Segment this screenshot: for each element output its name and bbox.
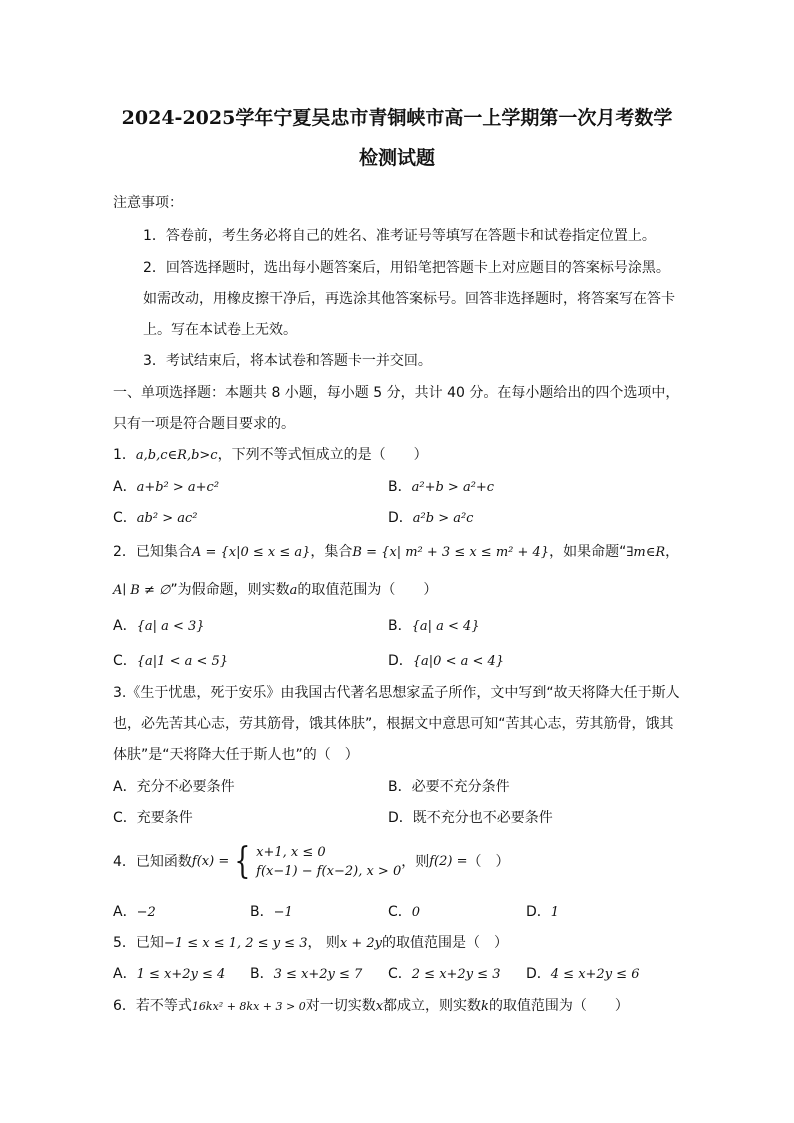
- option-math: 3 ≤ x+2y ≤ 7: [273, 967, 363, 982]
- question-text: 4．已知函数: [113, 854, 192, 870]
- variable-math: k: [481, 999, 489, 1014]
- option-label: B．: [250, 966, 274, 982]
- option-label: A．: [113, 618, 137, 634]
- q1-option-b[interactable]: [388, 478, 494, 497]
- page-title: 2024-2025学年宁夏吴忠市青铜峡市高一上学期第一次月考数学: [121, 107, 673, 129]
- q4-option-a[interactable]: [113, 903, 156, 922]
- page-title-line2: 检测试题: [358, 147, 435, 169]
- question-4: [113, 842, 510, 882]
- option-label: A．: [113, 479, 137, 495]
- option-math: 2 ≤ x+2y ≤ 3: [411, 967, 501, 982]
- section-heading-cont: 只有一项是符合题目要求的。: [113, 416, 295, 432]
- option-math: 0: [411, 905, 421, 920]
- question-text: 2．已知集合: [113, 544, 192, 560]
- question-text: 的取值范围为（ ）: [488, 998, 629, 1014]
- question-6: [113, 997, 629, 1016]
- inequality-math: 16kx² + 8kx + 3 > 0: [191, 1000, 306, 1013]
- option-math: {a| a < 3}: [136, 619, 205, 634]
- q2-option-a[interactable]: [113, 617, 205, 636]
- q1-option-d[interactable]: [388, 509, 473, 528]
- q5-option-d[interactable]: [526, 965, 639, 984]
- question-text: 6．若不等式: [113, 998, 192, 1014]
- option-label: C．: [388, 966, 412, 982]
- question-text: 都成立，则实数: [383, 998, 482, 1014]
- option-label: C．: [113, 510, 137, 526]
- option-label: D．: [526, 966, 551, 982]
- option-math: a+b² > a+c²: [136, 480, 220, 495]
- variable-math: a: [289, 583, 298, 598]
- q1-option-a[interactable]: [113, 478, 219, 497]
- left-brace-icon: {: [234, 841, 251, 882]
- piecewise-case-1: x+1, x ≤ 0: [256, 845, 326, 860]
- q3-option-c[interactable]: C．充要条件: [113, 810, 193, 826]
- notice-item-2: 2．回答选择题时，选出每小题答案后，用铅笔把答题卡上对应题目的答案标号涂黑。: [143, 260, 670, 276]
- q5-option-c[interactable]: [388, 965, 500, 984]
- question-number: 1．: [113, 447, 136, 463]
- question-text: ，下列不等式恒成立的是（ ）: [217, 447, 428, 463]
- question-math: a,b,c∈R,b>c: [135, 448, 218, 463]
- question-2: [113, 543, 679, 562]
- option-math: a²b > a²c: [412, 511, 474, 526]
- q2-option-c[interactable]: [113, 652, 228, 671]
- question-text: 对一切实数: [305, 998, 376, 1014]
- option-label: B．: [250, 904, 274, 920]
- q5-option-b[interactable]: [250, 965, 362, 984]
- option-math: −1: [273, 905, 293, 920]
- question-3: 3.《生于忧患，死于安乐》由我国古代著名思想家孟子所作，文中写到“故天将降大任于斯人: [113, 685, 680, 701]
- question-text: （ ）: [467, 854, 510, 870]
- notice-item-2-cont: 如需改动，用橡皮擦干净后，再选涂其他答案标号。回答非选择题时，将答案写在答卡: [143, 291, 675, 307]
- option-math: 4 ≤ x+2y ≤ 6: [550, 967, 640, 982]
- notice-item-2-end: 上。写在本试卷上无效。: [143, 322, 297, 338]
- q2-option-d[interactable]: [388, 652, 504, 671]
- option-math: −2: [136, 905, 156, 920]
- question-text: 的取值范围为（ ）: [297, 582, 438, 598]
- function-math: f(x) =: [191, 854, 230, 869]
- constraint-math: −1 ≤ x ≤ 1, 2 ≤ y ≤ 3: [163, 936, 308, 951]
- option-label: D．: [388, 653, 413, 669]
- q2-option-b[interactable]: [388, 617, 480, 636]
- option-label: D．: [388, 510, 413, 526]
- set-a-math: A = {x|0 ≤ x ≤ a}: [191, 545, 311, 560]
- quantifier-math: ∃m∈R: [626, 545, 666, 560]
- intersection-math: A∣ B ≠ ∅: [113, 583, 171, 598]
- question-text: ， 则: [307, 935, 340, 951]
- variable-math: x: [375, 999, 384, 1014]
- option-math: {a| a < 4}: [411, 619, 480, 634]
- piecewise-cases: [256, 843, 401, 881]
- piecewise-case-2: f(x−1) − f(x−2), x > 0: [256, 864, 402, 879]
- notice-item-3: 3．考试结束后，将本试卷和答题卡一并交回。: [143, 353, 432, 369]
- question-3-end: 体肤”是“天将降大任于斯人也”的（ ）: [113, 747, 359, 763]
- question-2-cont: [113, 581, 437, 600]
- section-heading: 一、单项选择题：本题共 8 小题，每小题 5 分，共计 40 分。在每小题给出的四个选项中，: [113, 385, 680, 401]
- q3-option-b[interactable]: B．必要不充分条件: [388, 779, 510, 795]
- option-label: C．: [388, 904, 412, 920]
- option-label: D．: [526, 904, 551, 920]
- question-text: 的取值范围是（ ）: [382, 935, 509, 951]
- option-label: B．: [388, 618, 412, 634]
- notice-heading: 注意事项：: [113, 195, 183, 211]
- expression-math: x + 2y: [339, 936, 383, 951]
- piecewise-definition: [231, 843, 401, 881]
- question-text: ，则: [401, 854, 430, 870]
- q4-option-d[interactable]: [526, 903, 559, 922]
- option-math: {a|0 < a < 4}: [412, 654, 505, 669]
- evaluate-math: f(2) =: [429, 854, 468, 869]
- question-text: ”为假命题，则实数: [170, 582, 290, 598]
- set-b-math: B = {x| m² + 3 ≤ x ≤ m² + 4}: [352, 545, 550, 560]
- q1-option-c[interactable]: [113, 509, 197, 528]
- q3-option-d[interactable]: D．既不充分也不必要条件: [388, 810, 553, 826]
- option-math: 1 ≤ x+2y ≤ 4: [136, 967, 226, 982]
- option-label: B．: [388, 479, 412, 495]
- question-3-cont: 也，必先苦其心志，劳其筋骨，饿其体肤”，根据文中意思可知“苦其心志，劳其筋骨，饿其: [113, 716, 674, 732]
- notice-item-1: 1．答卷前，考生务必将自己的姓名、准考证号等填写在答题卡和试卷指定位置上。: [143, 228, 656, 244]
- option-math: 1: [550, 905, 560, 920]
- option-math: a²+b > a²+c: [411, 480, 495, 495]
- q4-option-b[interactable]: [250, 903, 293, 922]
- option-label: A．: [113, 966, 137, 982]
- q4-option-c[interactable]: [388, 903, 420, 922]
- question-text: 5．已知: [113, 935, 164, 951]
- question-text: ，集合: [310, 544, 353, 560]
- q5-option-a[interactable]: [113, 965, 225, 984]
- question-1: [113, 446, 428, 465]
- option-label: A．: [113, 904, 137, 920]
- q3-option-a[interactable]: A．充分不必要条件: [113, 779, 235, 795]
- option-label: C．: [113, 653, 137, 669]
- question-text: ，: [665, 544, 680, 560]
- option-math: ab² > ac²: [136, 511, 198, 526]
- question-5: [113, 934, 508, 953]
- question-text: ，如果命题“: [549, 544, 627, 560]
- option-math: {a|1 < a < 5}: [136, 654, 229, 669]
